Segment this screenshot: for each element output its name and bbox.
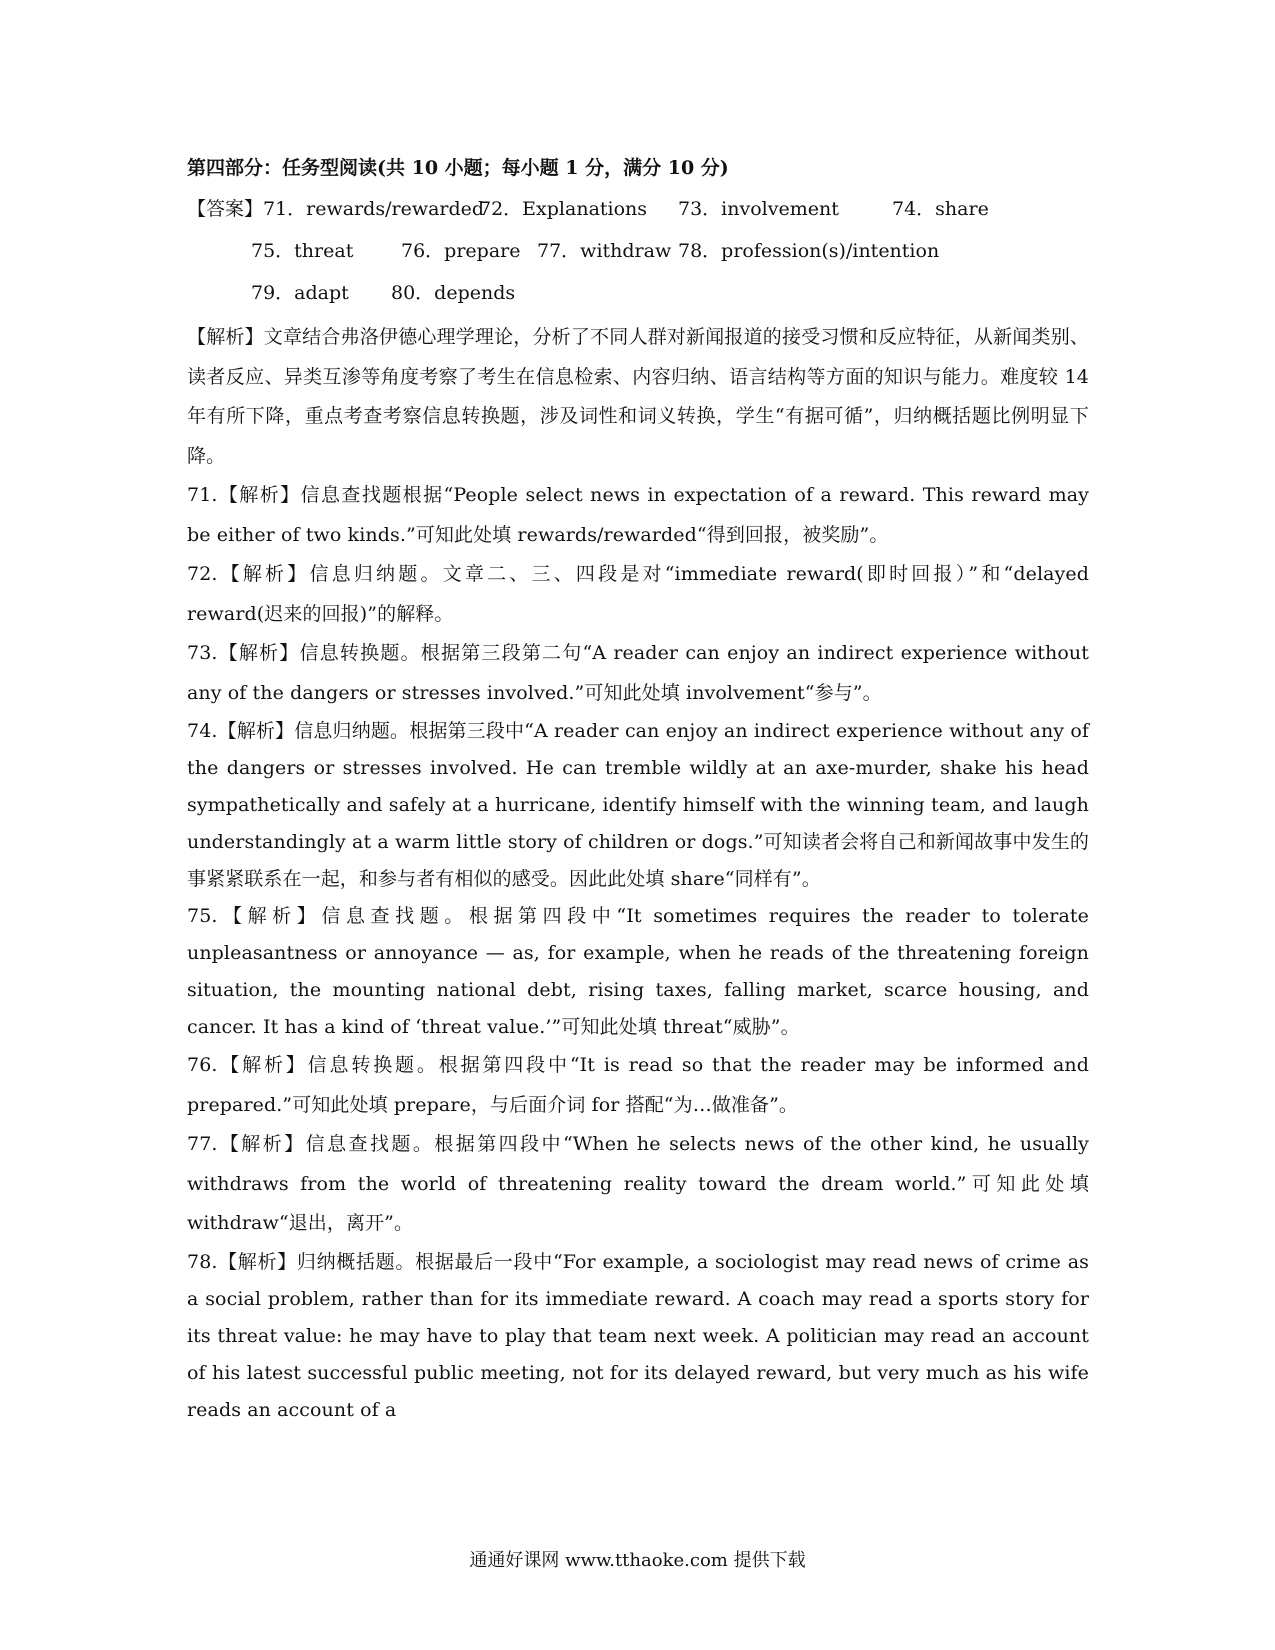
answer-item: 73．involvement: [678, 198, 839, 220]
answer-item: 79．adapt: [251, 282, 349, 304]
answer-row: [187, 230, 1089, 272]
page-footer: 通通好课网 www.tthaoke.com 提供下载: [469, 1550, 806, 1571]
explanation-75: 75.【解析】信息查找题。根据第四段中“It sometimes requires the reader to tolerate unpleasantness or annoyance — as, for example, when he reads of the threatening foreign situation, the mounting national debt, rising taxes, falling market, scarce housing, and cancer. It has a kind of ‘threat value.’”可知此处填 threat“威胁”。: [187, 905, 1089, 1038]
analysis-intro: 【解析】文章结合弗洛伊德心理学理论，分析了不同人群对新闻报道的接受习惯和反应特征，从新闻类别、读者反应、异类互渗等角度考察了考生在信息检索、内容归纳、语言结构等方面的知识与能力。难度较 14 年有所下降，重点考查考察信息转换题，涉及词性和词义转换，学生“有据可循”，归纳概括题比例明显下降。: [187, 326, 1089, 467]
answer-item: 76．prepare: [401, 240, 521, 262]
answer-row: [187, 188, 1089, 230]
page-content: [187, 148, 1089, 1429]
answer-item: 80．depends: [391, 282, 516, 304]
explanation-78: 78.【解析】归纳概括题。根据最后一段中“For example, a sociologist may read news of crime as a social problem, rather than for its immediate reward. A coach may read a sports story for its threat value: he may have to play that team next week. A politician may read an account of his latest successful public meeting, not for its delayed reward, but very much as his wife reads an account of a: [187, 1250, 1089, 1421]
answer-row: [187, 272, 1089, 314]
answer-label: 【答案】: [187, 198, 264, 220]
answer-item: 77．withdraw: [537, 240, 672, 262]
answer-item: 75．threat: [251, 240, 354, 262]
answer-item: 71．rewards/rewarded: [263, 198, 485, 220]
section-title: 第四部分：任务型阅读(共 10 小题；每小题 1 分，满分 10 分): [187, 157, 729, 179]
answer-item: 72．Explanations: [479, 198, 648, 220]
explanation-72: 72.【解析】信息归纳题。文章二、三、四段是对“immediate reward(即时回报）”和“delayed reward(迟来的回报)”的解释。: [187, 563, 1089, 625]
explanation-71: 71.【解析】信息查找题根据“People select news in expectation of a reward. This reward may be either of two kinds.”可知此处填 rewards/rewarded“得到回报，被奖励”。: [187, 484, 1089, 546]
explanation-77: 77.【解析】信息查找题。根据第四段中“When he selects news of the other kind, he usually withdraws from the world of threatening reality toward the dream world.”可知此处填 withdraw“退出，离开”。: [187, 1133, 1089, 1234]
answer-item: 74．share: [892, 198, 989, 220]
explanation-74: 74.【解析】信息归纳题。根据第三段中“A reader can enjoy an indirect experience without any of the dangers or stresses involved. He can tremble wildly at an axe-murder, shake his head sympathetically and safely at a hurricane, identify himself with the winning team, and laugh understandingly at a warm little story of children or dogs.”可知读者会将自己和新闻故事中发生的事紧紧联系在一起，和参与者有相似的感受。因此此处填 share“同样有”。: [187, 720, 1089, 890]
answer-item: 78．profession(s)/intention: [678, 240, 940, 262]
explanation-76: 76.【解析】信息转换题。根据第四段中“It is read so that the reader may be informed and prepared.”可知此处填 prepare，与后面介词 for 搭配“为…做准备”。: [187, 1054, 1089, 1116]
explanation-73: 73.【解析】信息转换题。根据第三段第二句“A reader can enjoy an indirect experience without any of the dangers or stresses involved.”可知此处填 involvement“参与”。: [187, 642, 1089, 704]
